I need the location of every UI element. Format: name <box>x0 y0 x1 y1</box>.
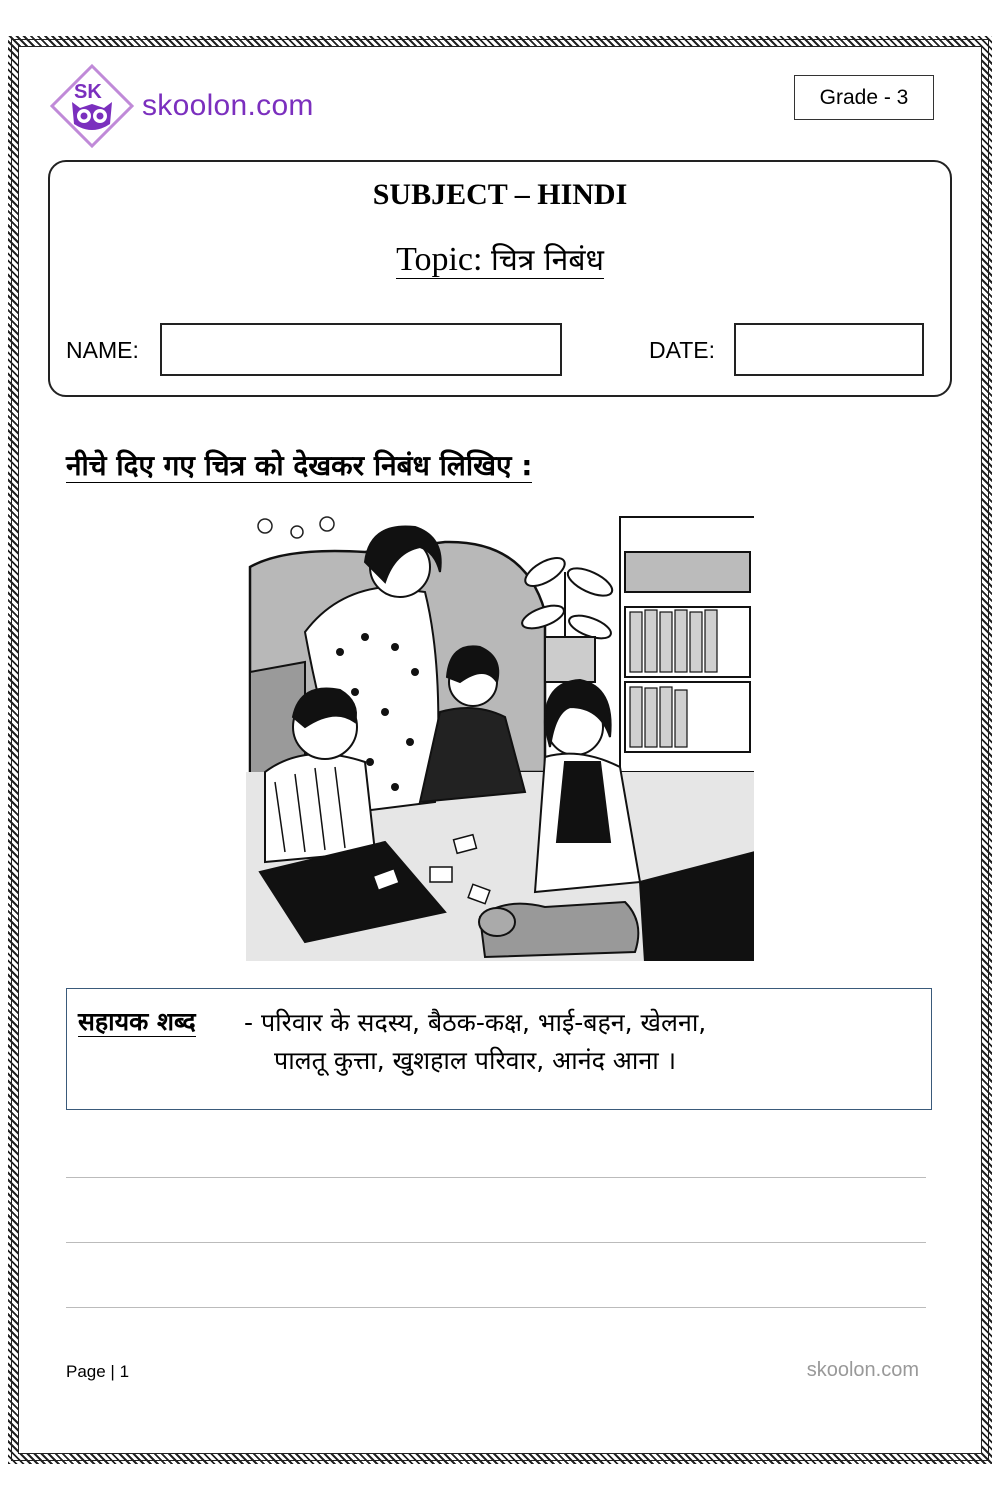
helper-words <box>244 1004 924 1080</box>
brand-name: skoolon.com <box>142 89 314 122</box>
writing-line[interactable] <box>66 1242 926 1243</box>
name-label: NAME: <box>66 337 139 363</box>
instruction-heading <box>66 446 532 484</box>
subject-title: SUBJECT – HINDI <box>372 178 628 211</box>
date-field[interactable] <box>734 323 924 376</box>
helper-line-2: पालतू कुत्ता, खुशहाल परिवार, आनंद आना । <box>274 1046 677 1075</box>
page-number: Page | 1 <box>66 1362 130 1381</box>
svg-text:SK: SK <box>74 81 102 103</box>
writing-line[interactable] <box>66 1307 926 1308</box>
helper-label <box>78 1004 196 1038</box>
owl-logo-icon <box>50 64 134 148</box>
brand-logo <box>50 64 314 148</box>
grade-badge: Grade - 3 <box>794 75 934 120</box>
date-label: DATE: <box>649 337 716 363</box>
topic-prefix: Topic: <box>396 241 483 278</box>
writing-line[interactable] <box>66 1177 926 1178</box>
footer-site: skoolon.com <box>806 1359 919 1381</box>
helper-line-1: - परिवार के सदस्य, बैठक-कक्ष, भाई-बहन, खेलना, <box>244 1008 707 1037</box>
topic-value: चित्र निबंध <box>490 243 604 278</box>
instruction-text: नीचे दिए गए चित्र को देखकर निबंध लिखिए : <box>66 449 533 482</box>
name-field[interactable] <box>160 323 562 376</box>
topic-title <box>0 238 1000 279</box>
helper-label-text: सहायक शब्द <box>78 1007 196 1036</box>
family-illustration <box>245 512 755 962</box>
